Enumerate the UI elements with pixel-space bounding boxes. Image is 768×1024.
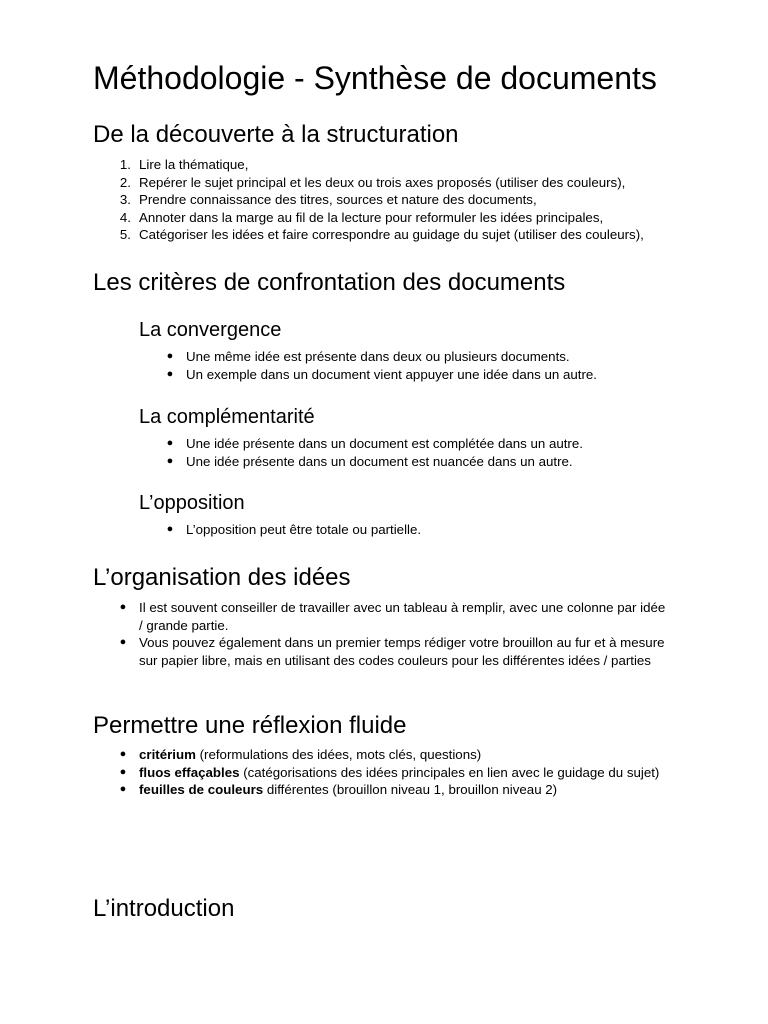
bullet-list-reflexion [119, 746, 669, 799]
list-item [119, 174, 699, 192]
list-item [119, 599, 669, 634]
bullet-icon: ● [166, 437, 174, 449]
bullet-list-convergence [166, 348, 656, 383]
list-item [119, 156, 699, 174]
list-item-text: Une même idée est présente dans deux ou plusieurs documents. [186, 349, 570, 364]
list-item [119, 746, 669, 764]
list-item [119, 781, 669, 799]
bullet-list-complementarite [166, 435, 656, 470]
list-number: 1. [119, 157, 131, 172]
bullet-icon: ● [119, 783, 127, 796]
list-item-text: Une idée présente dans un document est complétée dans un autre. [186, 436, 583, 451]
section-heading-introduction: L’introduction [93, 895, 235, 922]
bold-term: feuilles de couleurs [139, 782, 264, 798]
bullet-icon: ● [166, 367, 174, 380]
numbered-list-decouverte [119, 156, 699, 244]
section-heading-decouverte: De la découverte à la structuration [93, 121, 459, 148]
list-item-text: Une idée présente dans un document est nuancée dans un autre. [186, 453, 573, 469]
bullet-list-organisation [119, 599, 669, 669]
list-item-text: L’opposition peut être totale ou partielle. [186, 522, 422, 537]
list-item-text: (reformulations des idées, mots clés, questions) [195, 747, 482, 762]
section-heading-criteres: Les critères de confrontation des documents [93, 269, 566, 296]
list-item-text: Catégoriser les idées et faire correspondre au guidage du sujet (utiliser des couleurs), [139, 227, 644, 243]
list-item-text: Prendre connaissance des titres, sources et nature des documents, [139, 192, 537, 208]
subheading-convergence: La convergence [139, 319, 282, 341]
list-number: 5. [119, 227, 131, 243]
bullet-icon: ● [119, 765, 127, 778]
list-item [119, 209, 699, 227]
bold-term: fluos effaçables [139, 764, 240, 780]
list-item [119, 764, 669, 782]
list-item-text: Repérer le sujet principal et les deux ou trois axes proposés (utiliser des couleurs), [139, 174, 626, 190]
list-item [166, 453, 656, 471]
list-number: 3. [119, 192, 131, 208]
bullet-icon: ● [166, 350, 174, 362]
list-item-text: Il est souvent conseiller de travailler avec un tableau à remplir, avec une colonne par idée / grande partie. [139, 600, 666, 633]
list-item-text: différentes (brouillon niveau 1, brouillon niveau 2) [263, 782, 558, 798]
list-item [166, 521, 656, 539]
bullet-icon: ● [119, 748, 127, 760]
bullet-icon: ● [166, 523, 174, 535]
list-item [119, 226, 699, 244]
section-heading-reflexion: Permettre une réflexion fluide [93, 712, 407, 739]
list-item [119, 634, 669, 669]
list-item-text: Lire la thématique, [139, 157, 249, 172]
list-item [166, 348, 656, 366]
list-number: 2. [119, 174, 131, 190]
bullet-icon: ● [119, 601, 127, 613]
list-item-text: Vous pouvez également dans un premier temps rédiger votre brouillon au fur et à mesure sur papier libre, mais en utilisant des codes couleurs pour les différentes idées / parties [139, 635, 665, 668]
bullet-icon: ● [166, 454, 174, 467]
subheading-opposition: L’opposition [139, 492, 245, 514]
section-heading-organisation: L’organisation des idées [93, 564, 351, 591]
bullet-icon: ● [119, 636, 127, 649]
bullet-list-opposition [166, 521, 656, 539]
subheading-complementarite: La complémentarité [139, 406, 315, 428]
list-item-text: Annoter dans la marge au fil de la lecture pour reformuler les idées principales, [139, 209, 604, 225]
list-item-text: Un exemple dans un document vient appuyer une idée dans un autre. [186, 366, 598, 382]
list-item-text: (catégorisations des idées principales en lien avec le guidage du sujet) [239, 764, 660, 780]
bold-term: critérium [139, 747, 196, 762]
page-title: Méthodologie - Synthèse de documents [93, 60, 657, 96]
list-item [119, 191, 699, 209]
list-item [166, 435, 656, 453]
list-number: 4. [119, 209, 131, 225]
list-item [166, 366, 656, 384]
